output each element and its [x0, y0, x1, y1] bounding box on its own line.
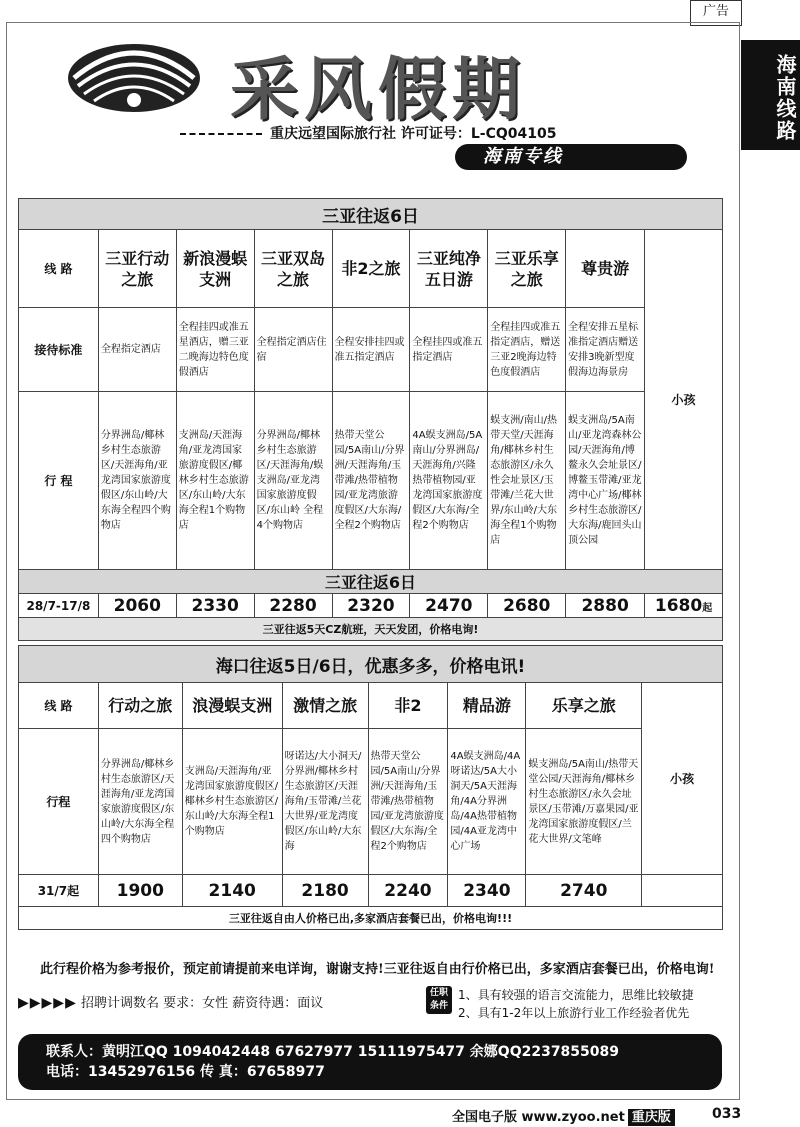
hotel-standard: 全程指定酒店 — [98, 308, 176, 392]
route-name: 三亚乐享之旅 — [488, 230, 566, 308]
price: 2880 — [566, 594, 645, 618]
child-price-suffix: 起 — [702, 602, 713, 614]
child-label: 小孩 — [645, 230, 723, 570]
price: 2140 — [182, 875, 282, 907]
flight-note: 三亚往返5天CZ航班，天天发团，价格电询! — [19, 618, 723, 641]
hotel-standard: 全程安排挂四或准五指定酒店 — [332, 308, 410, 392]
requirement-2: 2、具有1-2年以上旅游行业工作经验者优先 — [458, 1006, 690, 1020]
footer-text[interactable]: 全国电子版 www.zyoo.net — [452, 1110, 625, 1125]
itinerary: 分界洲岛/椰林乡村生态旅游区/天涯海角/蜈支洲岛/亚龙湾国家旅游度假区/东山岭 全程4个购物店 — [254, 392, 332, 570]
route-name: 浪漫蜈支洲 — [182, 683, 282, 729]
footer-site — [452, 1106, 675, 1125]
price: 2330 — [176, 594, 254, 618]
row-label-itinerary: 行 程 — [19, 392, 99, 570]
route-name: 三亚行动之旅 — [98, 230, 176, 308]
itinerary: 分界洲岛/椰林乡村生态旅游区/天涯海角/亚龙湾国家旅游度假区/东山岭/大东海全程四个购物店 — [98, 729, 182, 875]
dash-line — [180, 133, 262, 135]
route-name: 新浪漫蜈支洲 — [176, 230, 254, 308]
price: 2740 — [526, 875, 642, 907]
section-title: 三亚往返6日 — [19, 199, 723, 230]
contact-box — [18, 1034, 722, 1090]
row-label-route: 线 路 — [19, 230, 99, 308]
license-text: 重庆远望国际旅行社 许可证号：L-CQ04105 — [270, 126, 557, 142]
child-label: 小孩 — [642, 683, 723, 875]
empty-cell — [642, 875, 723, 907]
requirement-badge: 任职条件 — [426, 986, 452, 1014]
price: 1900 — [98, 875, 182, 907]
itinerary: 热带天堂公园/5A南山/分界洲/天涯海角/玉带滩/热带植物园/亚龙湾旅游度假区/大东海/全程2个购物店 — [368, 729, 448, 875]
itinerary: 分界洲岛/椰林乡村生态旅游区/天涯海角/亚龙湾国家旅游度假区/东山岭/大东海全程四个购物店 — [98, 392, 176, 570]
route-name: 激情之旅 — [282, 683, 368, 729]
row-label-standard: 接待标准 — [19, 308, 99, 392]
price: 2320 — [332, 594, 410, 618]
sanya-route-table — [18, 198, 723, 641]
section-title: 海口往返5日/6日，优惠多多，价格电讯! — [19, 646, 723, 683]
route-name: 非2 — [368, 683, 448, 729]
itinerary: 支洲岛/天涯海角/亚龙湾国家旅游度假区/椰林乡村生态旅游区/东山岭/大东海全程1个购物店 — [182, 729, 282, 875]
hotel-standard: 全程指定酒店住宿 — [254, 308, 332, 392]
ad-tag: 广告 — [690, 0, 742, 26]
route-name: 非2之旅 — [332, 230, 410, 308]
itinerary: 热带天堂公园/5A南山/分界洲/天涯海角/玉带滩/热带植物园/亚龙湾旅游度假区/大东海/全程2个购物店 — [332, 392, 410, 570]
price: 2680 — [488, 594, 566, 618]
child-price — [645, 594, 723, 618]
price-disclaimer: 此行程价格为参考报价，预定前请提前来电详询，谢谢支持!三亚往返自由行价格已出，多家酒店套餐已出，价格电询! — [40, 962, 715, 977]
hotel-standard: 全程安排五星标准指定酒店赠送安排3晚新型度假海边海景房 — [566, 308, 645, 392]
hotel-standard: 全程挂四或准五星酒店，赠三亚二晚海边特色度假酒店 — [176, 308, 254, 392]
price: 2340 — [448, 875, 526, 907]
recruit-text: 招聘计调数名 要求：女性 薪资待遇：面议 — [80, 996, 324, 1011]
side-tab-hainan[interactable]: 海南线路 — [741, 40, 800, 150]
contact-persons[interactable]: 联系人：黄明江QQ 1094042448 67627977 15111975477 余娜QQ2237855089 — [46, 1044, 620, 1060]
departure-date: 31/7起 — [19, 875, 99, 907]
route-name: 三亚双岛之旅 — [254, 230, 332, 308]
route-name: 行动之旅 — [98, 683, 182, 729]
row-label-route: 线 路 — [19, 683, 99, 729]
price: 2180 — [282, 875, 368, 907]
child-price-value: 1680 — [654, 595, 703, 616]
free-travel-note: 三亚往返自由人价格已出,多家酒店套餐已出，价格电询!!! — [19, 907, 723, 930]
route-name: 三亚纯净五日游 — [410, 230, 488, 308]
section-title-2: 三亚往返6日 — [19, 570, 723, 594]
itinerary: 4A蜈支洲岛/5A南山/分界洲岛/天涯海角/兴隆热带植物园/亚龙湾国家旅游度假区/大东海/全程2个购物店 — [410, 392, 488, 570]
hotel-standard: 全程挂四或准五指定酒店，赠送三亚2晚海边特色度假酒店 — [488, 308, 566, 392]
recruit-line — [18, 992, 323, 1011]
itinerary: 蜈支洲岛/5A南山/亚龙湾森林公园/天涯海角/博鳌永久会址景区/博鳌玉带滩/亚龙湾中心广场/椰林乡村生态旅游区/大东海/鹿回头山顶公园 — [566, 392, 645, 570]
itinerary: 支洲岛/天涯海角/亚龙湾国家旅游度假区/椰林乡村生态旅游区/东山岭/大东海全程1个购物店 — [176, 392, 254, 570]
fan-logo-icon — [64, 38, 204, 118]
brand-title: 采风假期 — [230, 50, 527, 130]
itinerary: 4A蜈支洲岛/4A呀诺达/5A大小洞天/5A天涯海角/4A分界洲岛/4A热带植物园/4A亚龙湾中心广场 — [448, 729, 526, 875]
page-number: 033 — [712, 1106, 742, 1122]
hotel-standard: 全程挂四或准五指定酒店 — [410, 308, 488, 392]
departure-date: 28/7-17/8 — [19, 594, 99, 618]
hainan-line-banner: 海南专线 — [455, 144, 687, 170]
price: 2470 — [410, 594, 488, 618]
footer-edition-tag: 重庆版 — [628, 1109, 675, 1126]
route-name: 乐享之旅 — [526, 683, 642, 729]
price: 2060 — [98, 594, 176, 618]
price: 2280 — [254, 594, 332, 618]
arrow-icons: ▶▶▶▶▶ — [18, 995, 77, 1011]
itinerary: 蜈支洲岛/5A南山/热带天堂公园/天涯海角/椰林乡村生态旅游区/永久会址景区/玉带滩/万嘉果园/亚龙湾国家旅游度假区/兰花大世界/文笔峰 — [526, 729, 642, 875]
itinerary: 呀诺达/大小洞天/分界洲/椰林乡村生态旅游区/天涯海角/玉带滩/兰花大世界/亚龙湾度假区/东山岭/大东海 — [282, 729, 368, 875]
itinerary: 蜈支洲/南山/热带天堂/天涯海角/椰林乡村生态旅游区/永久性会址景区/玉带滩/兰花大世界/东山岭/大东海全程1个购物店 — [488, 392, 566, 570]
price: 2240 — [368, 875, 448, 907]
requirements — [458, 986, 694, 1022]
route-name: 尊贵游 — [566, 230, 645, 308]
route-name: 精品游 — [448, 683, 526, 729]
contact-phone[interactable]: 电话：13452976156 传 真：67658977 — [46, 1064, 325, 1080]
requirement-1: 1、具有较强的语言交流能力，思维比较敏捷 — [458, 988, 694, 1002]
haikou-route-table — [18, 645, 723, 930]
row-label-itinerary: 行程 — [19, 729, 99, 875]
